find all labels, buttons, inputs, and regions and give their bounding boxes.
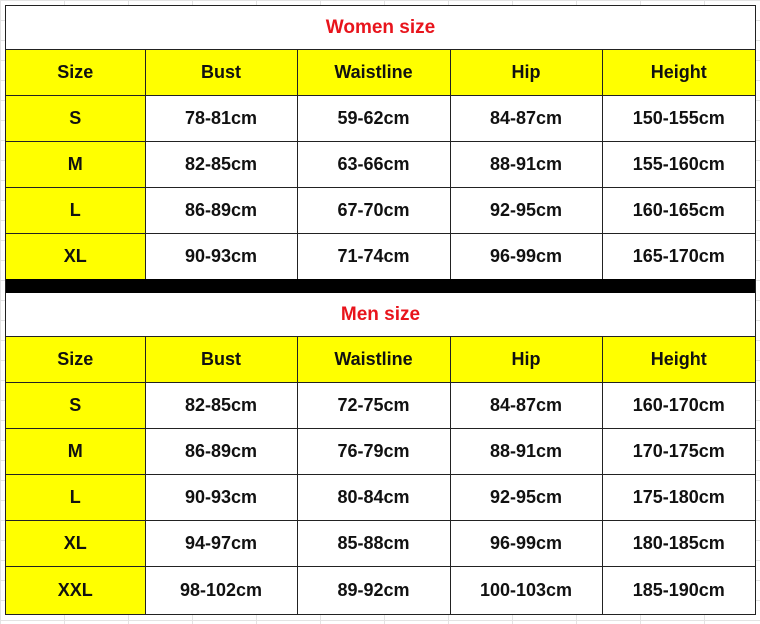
size-label: L — [6, 475, 145, 521]
measurement-cell: 185-190cm — [602, 567, 755, 615]
measurement-cell: 98-102cm — [145, 567, 297, 615]
measurement-cell: 92-95cm — [450, 475, 602, 521]
measurement-cell: 180-185cm — [602, 521, 755, 567]
measurement-cell: 86-89cm — [145, 188, 297, 234]
measurement-cell: 160-170cm — [602, 383, 755, 429]
measurement-cell: 59-62cm — [297, 96, 450, 142]
measurement-cell: 82-85cm — [145, 383, 297, 429]
measurement-cell: 86-89cm — [145, 429, 297, 475]
column-header: Bust — [145, 337, 297, 383]
size-label: M — [6, 142, 145, 188]
measurement-cell: 84-87cm — [450, 383, 602, 429]
measurement-cell: 165-170cm — [602, 234, 755, 280]
section-separator — [6, 279, 755, 293]
women-size-title: Women size — [6, 6, 755, 50]
column-header: Bust — [145, 50, 297, 96]
column-header: Hip — [450, 50, 602, 96]
women-size-table — [6, 50, 755, 279]
measurement-cell: 155-160cm — [602, 142, 755, 188]
size-label: S — [6, 96, 145, 142]
column-header: Hip — [450, 337, 602, 383]
size-label: L — [6, 188, 145, 234]
measurement-cell: 170-175cm — [602, 429, 755, 475]
measurement-cell: 96-99cm — [450, 234, 602, 280]
table-row — [6, 475, 755, 521]
column-header: Height — [602, 337, 755, 383]
measurement-cell: 84-87cm — [450, 96, 602, 142]
size-label: XL — [6, 234, 145, 280]
measurement-cell: 80-84cm — [297, 475, 450, 521]
measurement-cell: 88-91cm — [450, 142, 602, 188]
men-header-row — [6, 337, 755, 383]
women-header-row — [6, 50, 755, 96]
size-label: XXL — [6, 567, 145, 615]
measurement-cell: 71-74cm — [297, 234, 450, 280]
measurement-cell: 72-75cm — [297, 383, 450, 429]
size-label: XL — [6, 521, 145, 567]
men-size-table — [6, 337, 755, 614]
table-row — [6, 383, 755, 429]
measurement-cell: 82-85cm — [145, 142, 297, 188]
column-header: Height — [602, 50, 755, 96]
measurement-cell: 92-95cm — [450, 188, 602, 234]
table-row — [6, 567, 755, 615]
size-label: M — [6, 429, 145, 475]
table-row — [6, 234, 755, 280]
measurement-cell: 160-165cm — [602, 188, 755, 234]
measurement-cell: 94-97cm — [145, 521, 297, 567]
size-chart — [5, 5, 756, 615]
measurement-cell: 85-88cm — [297, 521, 450, 567]
table-row — [6, 521, 755, 567]
measurement-cell: 90-93cm — [145, 234, 297, 280]
table-row — [6, 429, 755, 475]
measurement-cell: 78-81cm — [145, 96, 297, 142]
column-header: Waistline — [297, 337, 450, 383]
measurement-cell: 100-103cm — [450, 567, 602, 615]
measurement-cell: 67-70cm — [297, 188, 450, 234]
measurement-cell: 76-79cm — [297, 429, 450, 475]
table-row — [6, 96, 755, 142]
men-size-title: Men size — [6, 293, 755, 337]
table-row — [6, 142, 755, 188]
measurement-cell: 175-180cm — [602, 475, 755, 521]
column-header: Size — [6, 337, 145, 383]
table-row — [6, 188, 755, 234]
column-header: Size — [6, 50, 145, 96]
measurement-cell: 96-99cm — [450, 521, 602, 567]
measurement-cell: 90-93cm — [145, 475, 297, 521]
measurement-cell: 150-155cm — [602, 96, 755, 142]
measurement-cell: 88-91cm — [450, 429, 602, 475]
measurement-cell: 63-66cm — [297, 142, 450, 188]
size-label: S — [6, 383, 145, 429]
column-header: Waistline — [297, 50, 450, 96]
measurement-cell: 89-92cm — [297, 567, 450, 615]
